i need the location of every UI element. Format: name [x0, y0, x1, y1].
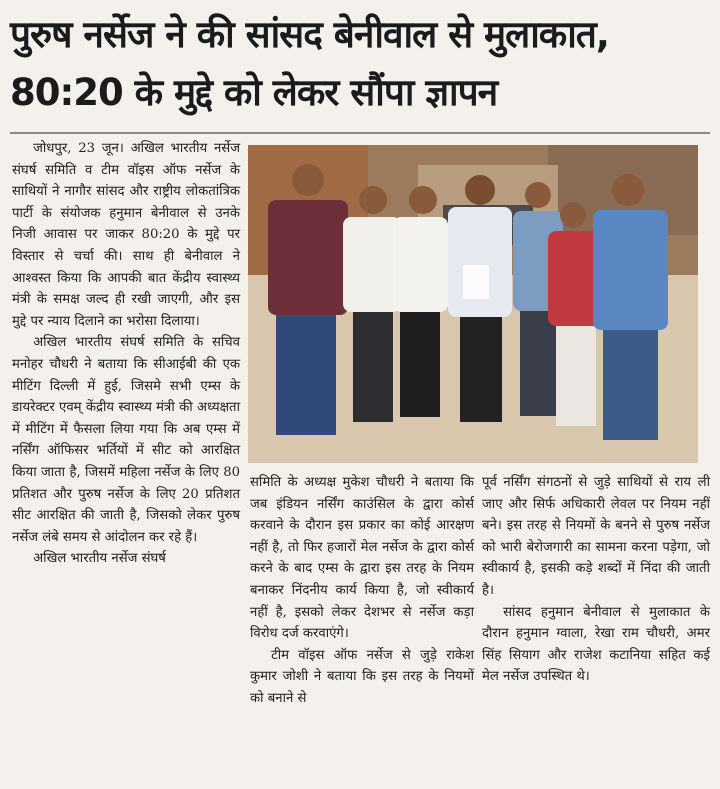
paragraph: अखिल भारतीय संघर्ष समिति के सचिव मनोहर चौधरी ने बताया कि सीआईबी की एक मीटिंग दिल्ली में हुई, जिसमे सभी एम्स के डायरेक्टर एवम् केंद्रीय स्वास्थ्य मंत्री की अध्यक्षता में मीटिंग में फैसला लिया गया कि अब एम्स में नर्सिंग ऑफिसर भर्तियों में सीट को आरक्षित किया जाता है, जिसमें महिला नर्सेज के लिए 80 प्रतिशत और पुरुष नर्सेज के लिए 20 प्रतिशत सीट आरक्षित की जाती है, जिसको लेकर पुरुष नर्सेज लंबे समय से आंदोलन कर रहे हैं।: [12, 335, 240, 545]
news-photo: [248, 145, 698, 463]
headline-divider: [10, 132, 710, 134]
headline-line-2: 80:20 के मुद्दे को लेकर सौंपा ज्ञापन: [10, 71, 498, 114]
paragraph: अखिल भारतीय नर्सेज संघर्ष: [33, 551, 166, 567]
article-column-3: [482, 472, 710, 688]
article-column-2: [250, 472, 474, 710]
headline: [10, 6, 710, 122]
paragraph: जोधपुर, 23 जून। अखिल भारतीय नर्सेज संघर्ष समिति व टीम वॉइस ऑफ नर्सेज के साथियों ने नागौर सांसद और राष्ट्रीय लोकतांत्रिक पार्टी के संयोजक हनुमान बेनीवाल से उनके निजी आवास पर जाकर 80:20 के मुद्दे पर विस्तार से चर्चा की। साथ ही बेनीवाल ने आश्वस्त किया कि आपकी बात केंद्रीय स्वास्थ्य मंत्री के समक्ष जल्द ही रखी जाएगी, और इस मुद्दे पर न्याय दिलाने का भरोसा दिलाया।: [12, 141, 240, 329]
headline-line-1: पुरुष नर्सेज ने की सांसद बेनीवाल से मुलाकात,: [10, 13, 609, 56]
paragraph: समिति के अध्यक्ष मुकेश चौधरी ने बताया कि जब इंडियन नर्सिंग काउंसिल के द्वारा कोर्स करवाने के दौरान इस प्रकार का कोई आरक्षण नहीं है, तो फिर हजारों मेल नर्सेज के द्वारा कोर्स करने के बाद एम्स के द्वारा इस तरह के नियम बनाकर निंदनीय कार्य किया है, जो स्वीकार्य नहीं है, इसको लेकर देशभर से नर्सेज कड़ा विरोध दर्ज करवाएंगे।: [250, 475, 474, 642]
paragraph: टीम वॉइस ऑफ नर्सेज से जुड़े राकेश कुमार जोशी ने बताया कि इस तरह के नियमों को बनाने से: [250, 647, 474, 706]
paragraph: सांसद हनुमान बेनीवाल से मुलाकात के दौरान हनुमान ग्वाला, रेखा राम चौधरी, अमर सिंह सियाग और राजेश कटानिया सहित कई मेल नर्सेज उपस्थित थे।: [482, 604, 710, 685]
article-column-1: [12, 138, 240, 570]
paragraph: पूर्व नर्सिंग संगठनों से जुड़े साथियों से राय ली जाए और सिर्फ अधिकारी लेवल पर नियम नहीं बने। इस तरह से नियमों के बनने से पुरुष नर्सेज को भारी बेरोजगारी का सामना करना पड़ेगा, जो स्वीकार्य है, इसकी कड़े शब्दों में निंदा की जाती है।: [482, 475, 710, 598]
